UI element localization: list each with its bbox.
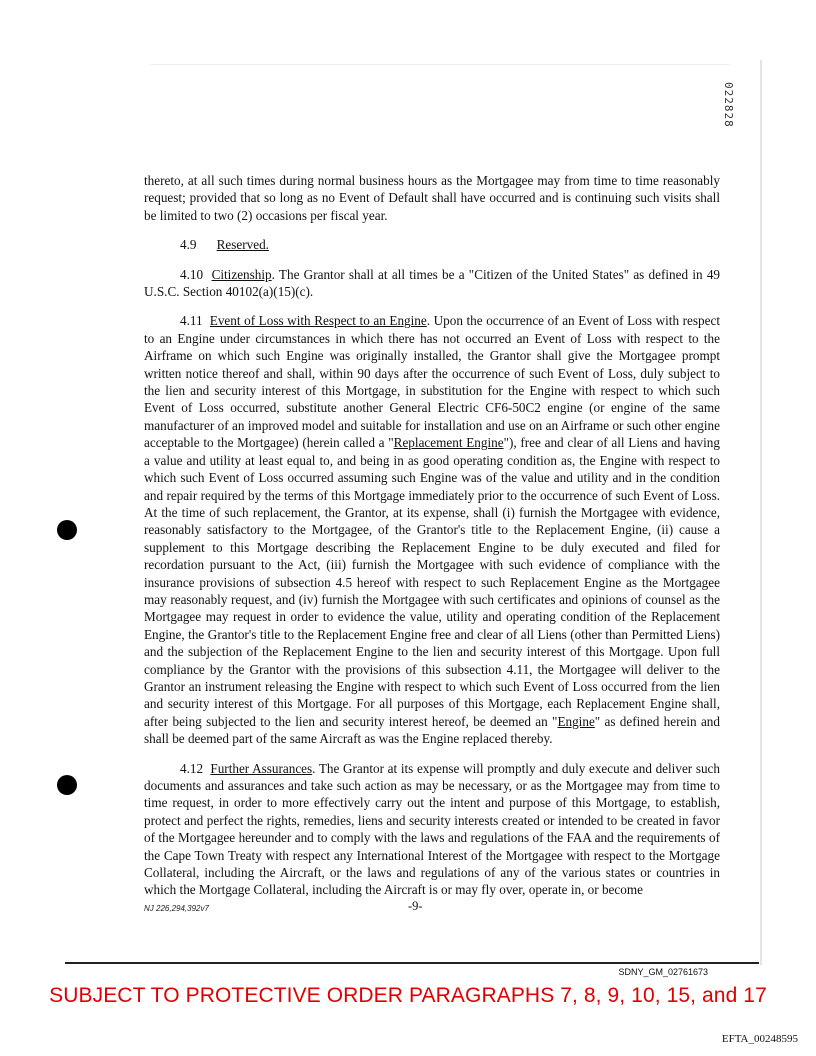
control-number: SDNY_GM_02761673 bbox=[618, 967, 708, 977]
page-number: -9- bbox=[408, 899, 423, 913]
section-text: . The Grantor shall at all times be a "Citizen of the United States" as defined in 49 U.S.C. Section 40102(a)(15)(c). bbox=[144, 266, 721, 300]
section-4-10 bbox=[144, 266, 720, 301]
section-number: 4.12 bbox=[180, 760, 204, 776]
section-number: 4.9 bbox=[180, 237, 197, 253]
punch-hole-upper bbox=[57, 520, 77, 540]
section-title: Further Assurances bbox=[210, 760, 313, 776]
punch-hole-lower bbox=[57, 775, 77, 795]
scan-right-edge bbox=[760, 60, 762, 965]
section-4-12 bbox=[144, 760, 720, 899]
section-text: " as defined herein and shall be deemed part of the same Aircraft as was the Engine replaced thereby. bbox=[144, 713, 720, 747]
defined-term-replacement-engine: Replacement Engine bbox=[393, 435, 504, 451]
section-number: 4.10 bbox=[180, 266, 204, 282]
efta-id: EFTA_00248595 bbox=[721, 1033, 798, 1045]
section-text: . The Grantor at its expense will promptly and duly execute and deliver such documents and assurances and take such action as may be necessary, or as the Mortgagee may from time to time request, in order to more effectively carry out the intent and purpose of this Mortgage, to establish, protect and perfect the rights, remedies, liens and security interests created or intended to be created in favor of the Mortgagee hereunder and to comply with the laws and regulations of the FAA and the requirements of the Cape Town Treaty with respect any International Interest of the Mortgagee with respect to the Mortgage Collateral, including the Aircraft, or the laws and regulations of any of the various states or countries in which the Mortgage Collateral, including the Aircraft is or may fly over, operate in, or become bbox=[144, 760, 721, 898]
paragraph-intro: thereto, at all such times during normal business hours as the Mortgagee may from time to time reasonably request; provided that so long as no Event of Default shall have occurred and is continuing such visits shall be limited to two (2) occasions per fiscal year. bbox=[144, 173, 720, 223]
protective-order-banner: SUBJECT TO PROTECTIVE ORDER PARAGRAPHS 7, 8, 9, 10, 15, and 17 bbox=[49, 984, 767, 1007]
section-text: "), free and clear of all Liens and having a value and utility at least equal to, and being in as good operating condition as, the Engine with respect to which such Event of Loss occurred assuming such Engine was of the value and utility and in the condition and repair required by the terms of this Mortgage immediately prior to the occurrence of such Event of Loss. At the time of such replacement, the Grantor, at its expense, shall (i) furnish the Mortgagee with evidence, reasonably satisfactory to the Mortgagee, of the Grantor's title to the Replacement Engine, (ii) cause a supplement to this Mortgage describing the Replacement Engine to be duly executed and filed for recordation pursuant to the Act, (iii) furnish the Mortgagee with such evidence of compliance with the insurance provisions of subsection 4.5 hereof with respect to such Replacement Engine as the Mortgagee may reasonably request, and (iv) furnish the Mortgagee with such certificates and opinions of counsel as the Mortgagee may request in order to evidence the value, utility and operating condition of the Replacement Engine, the Grantor's title to the Replacement Engine free and clear of all Liens (other than Permitted Liens) and the subjection of the Replacement Engine to the lien and security interest of this Mortgage. Upon full compliance by the Grantor with the provisions of this subsection 4.11, the Mortgagee will deliver to the Grantor an instrument releasing the Engine with respect to which such Event of Loss occurred from the lien and security interest of this Mortgage. For all purposes of this Mortgage, each Replacement Engine shall, after being subjected to the lien and security interest hereof, be deemed an " bbox=[144, 435, 720, 729]
section-text: . Upon the occurrence of an Event of Loss with respect to an Engine under circumstances in which there has not occurred an Event of Loss with respect to the Airframe on which such Engine was originally installed, the Grantor shall give the Mortgagee prompt written notice thereof and shall, within 90 days after the occurrence of such Event of Loss, duly subject to the lien and security interest of this Mortgage, in substitution for the Engine with respect to which such Event of Loss occurred, substitute another General Electric CF6-50C2 engine (or engine of the same manufacturer of an improved model and suitable for installation and use on an Airframe or such other engine acceptable to the Mortgagee) (herein called a " bbox=[144, 313, 720, 451]
footer-divider bbox=[65, 962, 759, 964]
section-title: Reserved. bbox=[216, 237, 269, 253]
section-number: 4.11 bbox=[180, 313, 203, 329]
document-body bbox=[144, 172, 720, 911]
bates-stamp: 022828 bbox=[722, 82, 735, 128]
section-title: Event of Loss with Respect to an Engine bbox=[209, 313, 427, 329]
section-4-11 bbox=[144, 312, 720, 747]
scan-top-edge bbox=[150, 64, 730, 65]
section-title: Citizenship bbox=[211, 266, 272, 282]
section-4-9 bbox=[144, 236, 720, 253]
document-id: NJ 226,294,392v7 bbox=[144, 904, 209, 913]
defined-term-engine: Engine bbox=[557, 713, 595, 729]
